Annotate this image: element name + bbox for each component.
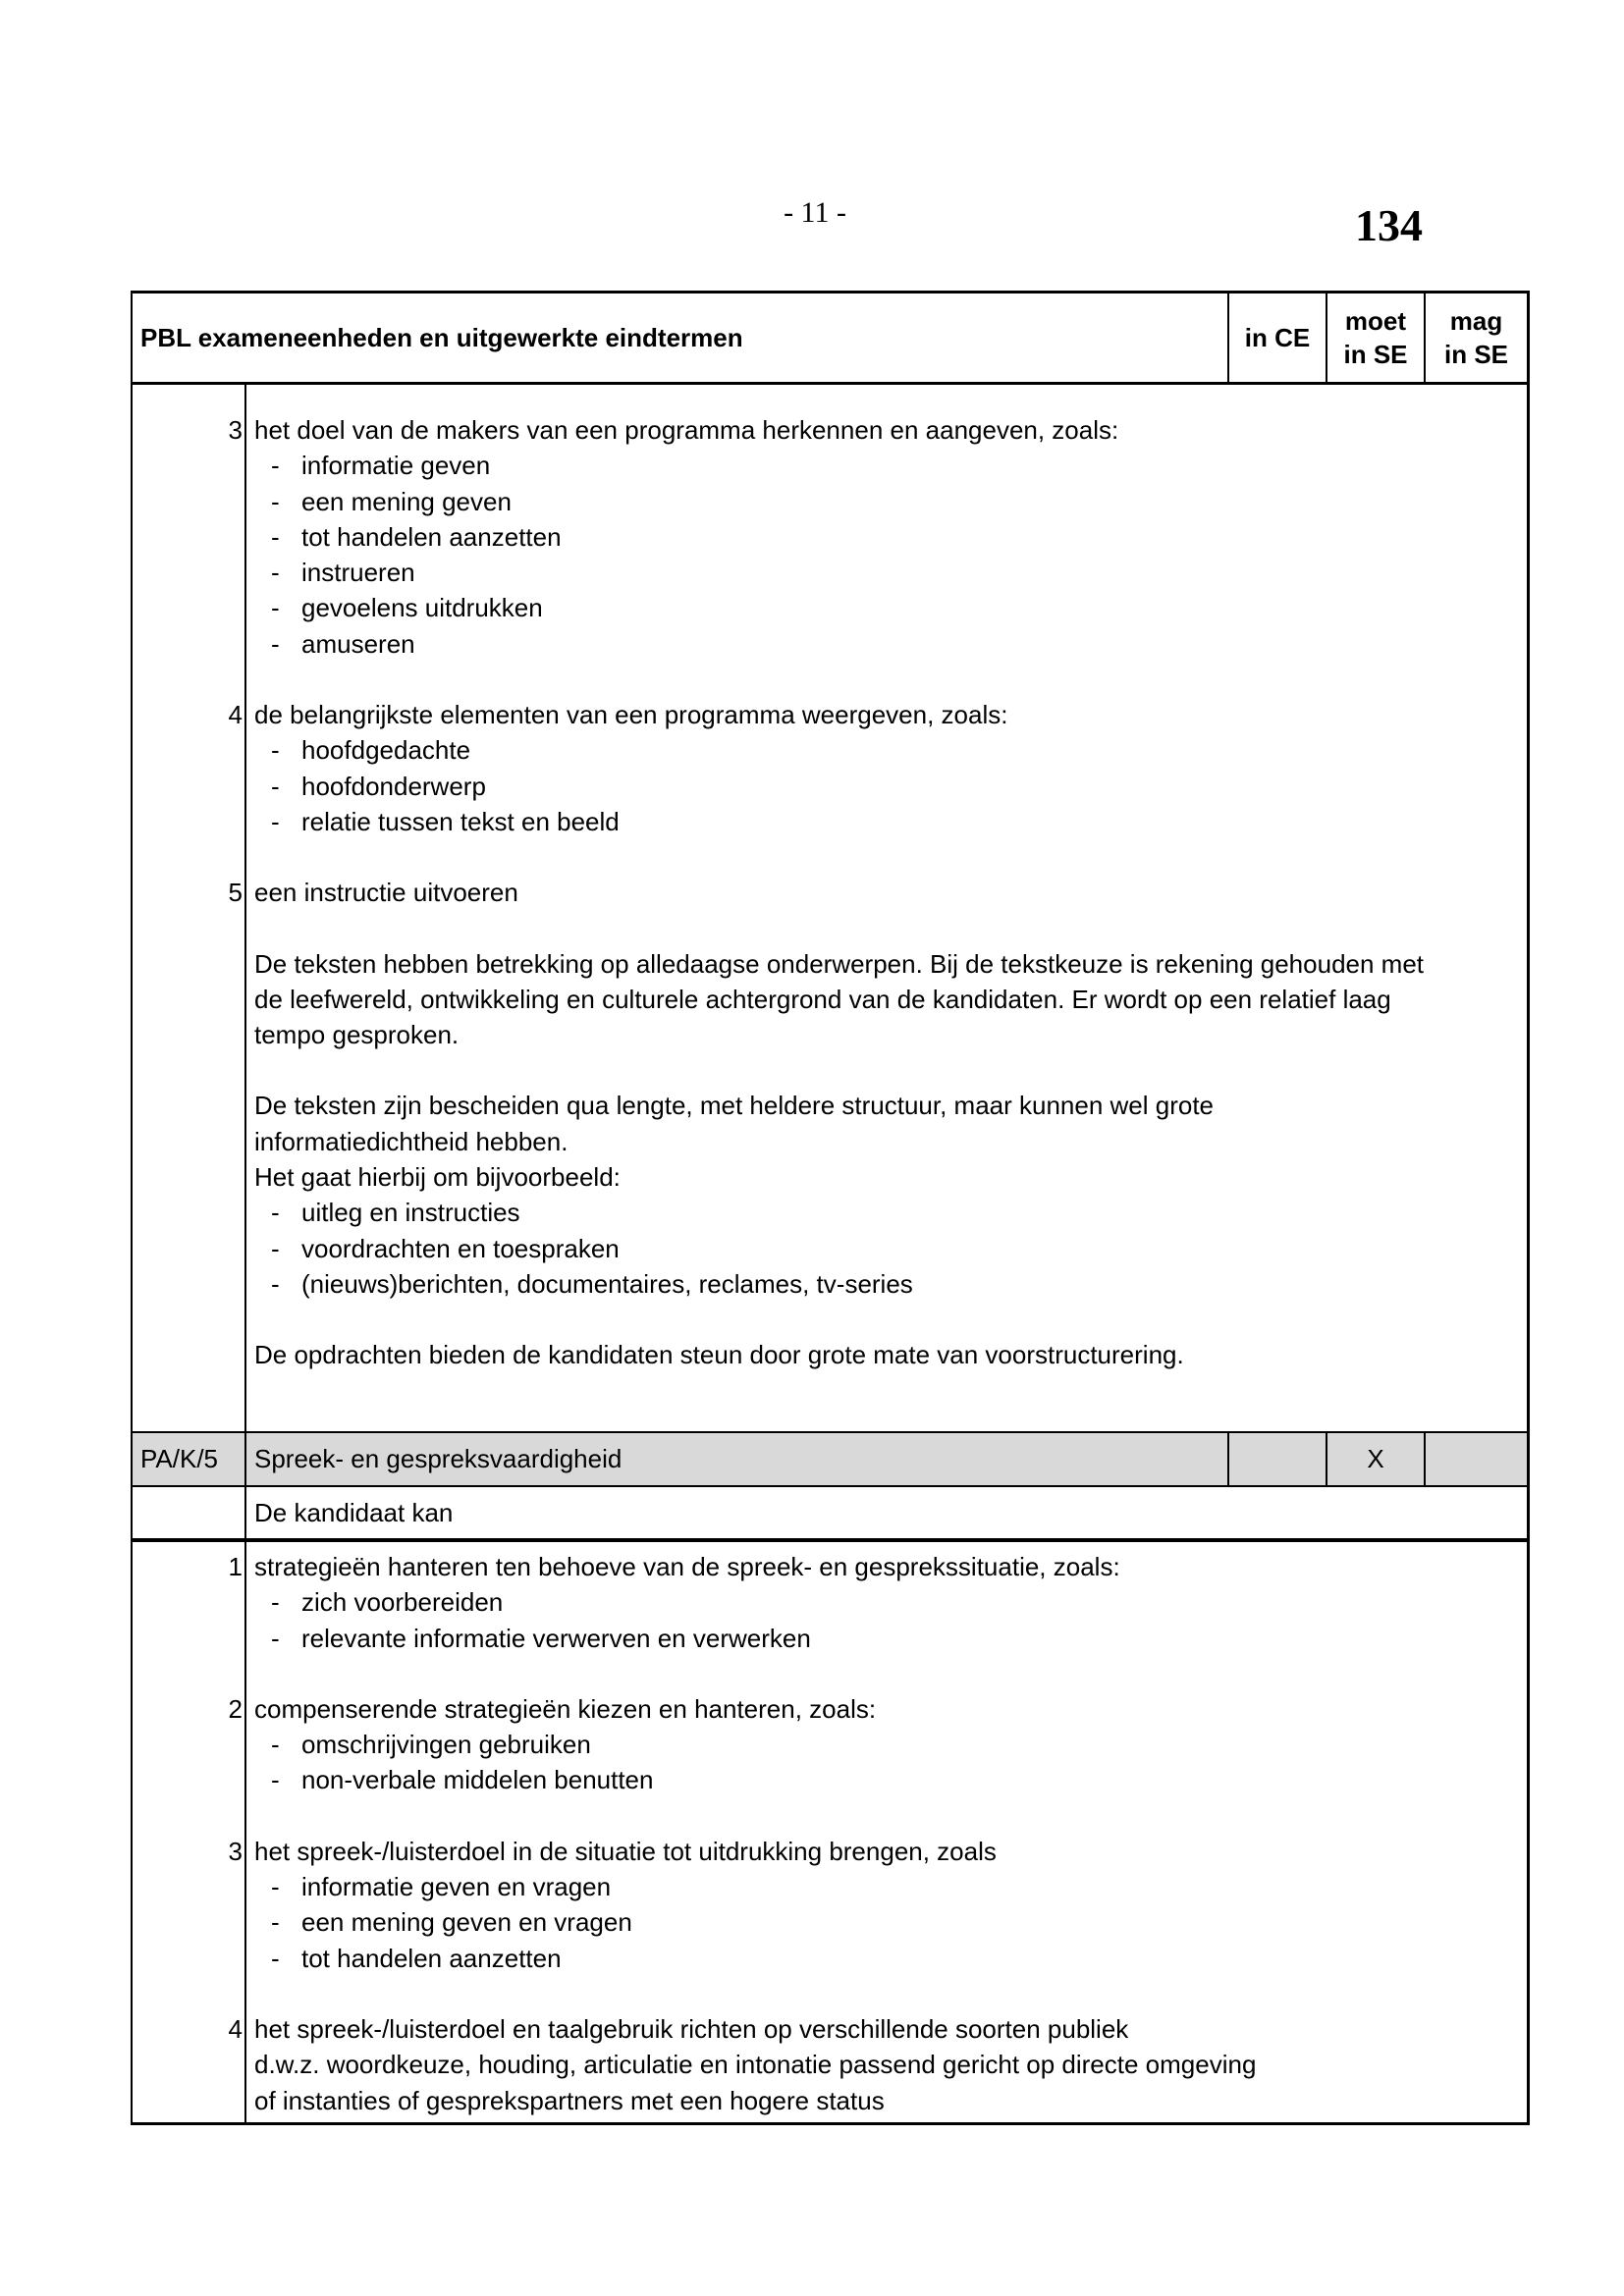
table-title: PBL exameneenheden en uitgewerkte eindtermen [140,322,743,352]
item-number: 4 [228,2013,243,2044]
unit-moet-in-se: X [1326,1433,1424,1485]
bullet-item [254,626,1527,662]
item-text: een instructie uitvoeren [254,878,518,908]
intro-text: De kandidaat kan [254,1497,454,1527]
item-text: het spreek-/luisterdoel in de situatie tot uitdrukking brengen, zoals [254,1836,997,1866]
bullet-item [254,590,1527,625]
item-text: strategieën hanteren ten behoeve van de spreek- en gesprekssituatie, zoals: [254,1552,1120,1581]
bullet-text: informatie geven [301,451,491,481]
dash-icon: - [271,486,280,516]
bullet-text: amuseren [301,628,415,659]
col-header-moet-line1: moet [1344,306,1407,336]
col-header-in-ce: in CE [1227,294,1326,382]
col-header-moet-line2: in SE [1343,340,1408,369]
item-number: 5 [228,878,243,908]
bullet-text: instrueren [301,558,415,588]
paragraph-line: informatiedichtheid hebben. [254,1126,568,1156]
dash-icon: - [271,1765,280,1795]
bullet-item [254,519,1527,555]
bullet-item [254,732,1527,768]
dash-icon: - [271,806,280,836]
bullet-item [254,1727,1527,1762]
bullet-text: tot handelen aanzetten [301,521,562,552]
bullet-item [254,1266,1527,1302]
page-number: - 11 - [784,196,846,229]
paragraph-line: De teksten zijn bescheiden qua lengte, met heldere structuur, maar kunnen wel grote [254,1091,1215,1121]
exam-table [131,291,1530,2125]
bullet-item [254,769,1527,804]
dash-icon: - [271,1907,280,1938]
dash-icon: - [271,1730,280,1760]
eindterm-item [228,1691,1527,1798]
bullet-text: relatie tussen tekst en beeld [301,806,620,836]
bullet-text: een mening geven en vragen [301,1907,632,1938]
bullet-item [254,448,1527,483]
item-text: de belangrijkste elementen van een programma weergeven, zoals: [254,700,1008,730]
bullet-text: hoofdonderwerp [301,771,486,801]
eindterm-item [228,697,1527,839]
item-text-line: of instanties of gesprekspartners met een hogere status [254,2085,885,2115]
bullet-item [254,1621,1527,1656]
dash-icon: - [271,1623,280,1653]
item-number: 1 [228,1552,243,1581]
item-text: het doel van de makers van een programma herkennen en aangeven, zoals: [254,415,1119,445]
bullet-item [254,1231,1527,1266]
eindterm-item [228,1549,1527,1656]
section1-row [131,385,1530,1431]
dash-icon: - [271,1268,280,1299]
col-header-mag-line1: mag [1449,306,1503,336]
bullet-text: zich voorbereiden [301,1587,504,1618]
eindterm-item [228,2011,1527,2118]
bullet-item [254,1869,1527,1904]
paragraph-line: de leefwereld, ontwikkeling en culturele achtergrond van de kandidaten. Er wordt op een relatief laag [254,984,1391,1014]
col-header-mag-line2: in SE [1443,340,1508,369]
bullet-item [254,804,1527,839]
eindterm-item [228,412,1527,662]
table-header-row [131,291,1530,385]
dash-icon: - [271,1943,280,1973]
dash-icon: - [271,1198,280,1228]
item-text-line: d.w.z. woordkeuze, houding, articulatie en intonatie passend gericht op directe omgeving [254,2050,1257,2080]
intro-row [131,1487,1530,1542]
bullet-item [254,555,1527,590]
dash-icon: - [271,628,280,659]
section1-content [228,385,1527,1431]
paragraph: De opdrachten bieden de kandidaten steun door grote mate van voorstructurering. [254,1340,1184,1370]
bullet-text: informatie geven en vragen [301,1872,612,1902]
col-header-moet-in-se [1326,294,1424,382]
unit-row-pa-k-5 [131,1431,1530,1487]
paragraph [254,946,1527,1053]
bullet-text: gevoelens uitdrukken [301,593,543,623]
col-header-mag-in-se [1424,294,1527,382]
bullet-text: hoofdgedachte [301,735,471,766]
dash-icon: - [271,451,280,481]
bullet-item [254,1762,1527,1797]
bullet-text: tot handelen aanzetten [301,1943,562,1973]
dash-icon: - [271,558,280,588]
dash-icon: - [271,1233,280,1263]
bullet-text: relevante informatie verwerven en verwerken [301,1623,811,1653]
bullet-text: een mening geven [301,486,512,516]
dash-icon: - [271,593,280,623]
unit-in-ce [1227,1433,1326,1485]
section2-content [228,1542,1527,2122]
paragraph-line: tempo gesproken. [254,1020,460,1050]
bullet-item [254,484,1527,519]
unit-code: PA/K/5 [133,1433,246,1485]
item-number: 3 [228,415,243,445]
unit-mag-in-se [1424,1433,1527,1485]
eindterm-item [228,875,1527,910]
dash-icon: - [271,1587,280,1618]
bullet-item [254,1584,1527,1620]
item-number: 3 [228,1836,243,1866]
bullet-text: uitleg en instructies [301,1198,520,1228]
dash-icon: - [271,1872,280,1902]
paragraph [254,1088,1527,1302]
item-number: 4 [228,700,243,730]
item-text-line: het spreek-/luisterdoel en taalgebruik richten op verschillende soorten publiek [254,2013,1129,2044]
dash-icon: - [271,735,280,766]
eindterm-item [228,1834,1527,1976]
bullet-item [254,1195,1527,1230]
paragraph-line: Het gaat hierbij om bijvoorbeeld: [254,1162,621,1193]
unit-name: Spreek- en gespreksvaardigheid [254,1444,623,1473]
bullet-text: omschrijvingen gebruiken [301,1730,591,1760]
item-number: 2 [228,1693,243,1724]
dash-icon: - [271,771,280,801]
bullet-text: non-verbale middelen benutten [301,1765,654,1795]
bullet-item [254,1941,1527,1976]
item-text: compenserende strategieën kiezen en hanteren, zoals: [254,1693,877,1724]
section2-row [131,1542,1530,2125]
bullet-text: (nieuws)berichten, documentaires, reclames, tv-series [301,1268,913,1299]
document-number: 134 [1355,200,1423,250]
paragraph-line: De teksten hebben betrekking op alledaagse onderwerpen. Bij de tekstkeuze is rekening gehouden met [254,948,1425,979]
bullet-text: voordrachten en toespraken [301,1233,620,1263]
bullet-item [254,1904,1527,1940]
dash-icon: - [271,521,280,552]
